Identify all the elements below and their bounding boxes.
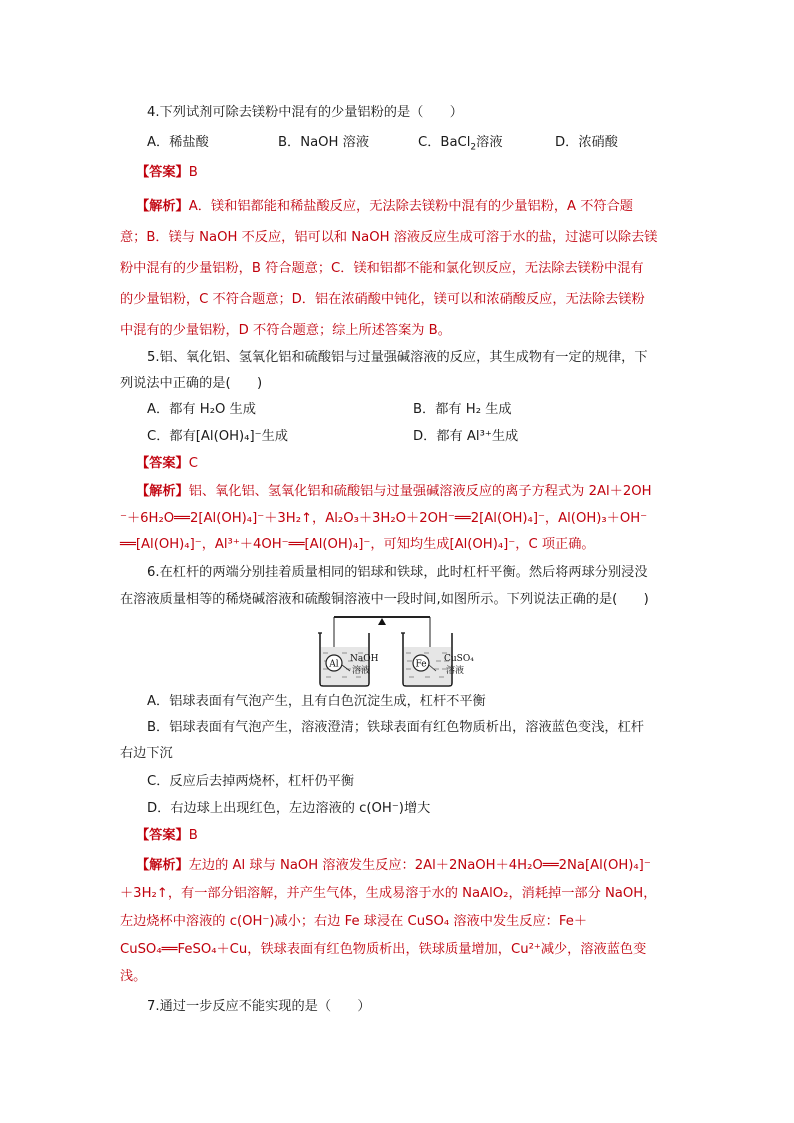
q4-option-d: D．浓硝酸 [555, 135, 618, 150]
q6-analysis-line: 浅。 [120, 969, 147, 984]
left-solution-label: 溶液 [352, 666, 371, 676]
left-ball-label: Al [329, 659, 339, 670]
q5-option-c: C．都有[Al(OH)₄]⁻生成 [147, 429, 288, 444]
q5-stem: 列说法中正确的是( ) [120, 376, 263, 391]
q5-stem: 5.铝、氧化铝、氢氧化铝和硫酸铝与过量强碱溶液的反应，其生成物有一定的规律，下 [147, 350, 648, 365]
q6-option-b: B．铝球表面有气泡产生，溶液澄清；铁球表面有红色物质析出，溶液蓝色变浅，杠杆 [147, 720, 644, 735]
q4-analysis-line: 【解析】A．镁和铝都能和稀盐酸反应，无法除去镁粉中混有的少量铝粉，A 不符合题 [136, 199, 633, 214]
q6-analysis-line: ＋3H₂↑，有一部分铝溶解，并产生气体，生成易溶于水的 NaAlO₂，消耗掉一部分 NaOH， [120, 886, 657, 901]
q4-option-c: C．BaCl$_2$溶液 [418, 135, 503, 153]
q6-answer: 【答案】B [136, 828, 198, 843]
q4-option-a: A．稀盐酸 [147, 135, 209, 150]
q7-stem: 7.通过一步反应不能实现的是（ ） [147, 999, 371, 1014]
answer-tag: 【答案】 [136, 828, 189, 843]
q4-analysis-line: 中混有的少量铝粉，D 不符合题意；综上所述答案为 B。 [120, 323, 451, 338]
q5-option-a: A．都有 H₂O 生成 [147, 402, 256, 417]
q5-analysis-line: ══[Al(OH)₄]⁻，Al³⁺＋4OH⁻══[Al(OH)₄]⁻，可知均生成[Al(OH)₄]⁻，C 项正确。 [120, 537, 595, 552]
fulcrum-icon [378, 618, 386, 625]
q6-analysis-line: 【解析】左边的 Al 球与 NaOH 溶液发生反应：2Al＋2NaOH＋4H₂O══2Na[Al(OH)₄]⁻ [136, 858, 651, 873]
answer-tag: 【答案】 [136, 165, 189, 180]
q6-option-a: A．铝球表面有气泡产生，且有白色沉淀生成，杠杆不平衡 [147, 694, 486, 709]
right-solution-label: CuSO₄ [444, 654, 474, 664]
q5-option-d: D．都有 Al³⁺生成 [413, 429, 519, 444]
q6-analysis-line: CuSO₄══FeSO₄＋Cu，铁球表面有红色物质析出，铁球质量增加，Cu²⁺减少，溶液蓝色变 [120, 942, 647, 957]
q6-option-d: D．右边球上出现红色，左边溶液的 c(OH⁻)增大 [147, 801, 431, 816]
analysis-tag: 【解析】 [136, 858, 189, 873]
q6-option-b-cont: 右边下沉 [120, 746, 173, 761]
q6-stem: 6.在杠杆的两端分别挂着质量相同的铝球和铁球，此时杠杆平衡。然后将两球分别浸没 [147, 565, 648, 580]
right-solution-label: 溶液 [446, 666, 465, 676]
q6-stem: 在溶液质量相等的稀烧碱溶液和硫酸铜溶液中一段时间,如图所示。下列说法正确的是( ) [120, 592, 649, 607]
q6-option-c: C．反应后去掉两烧杯，杠杆仍平衡 [147, 774, 355, 789]
q5-analysis-line: 【解析】铝、氧化铝、氢氧化铝和硫酸铝与过量强碱溶液反应的离子方程式为 2Al＋2OH [136, 484, 652, 499]
q4-analysis-line: 意；B．镁与 NaOH 不反应，铝可以和 NaOH 溶液反应生成可溶于水的盐，过滤可以除去镁 [120, 230, 658, 245]
q4-analysis-line: 粉中混有的少量铝粉，B 符合题意；C．镁和铝都不能和氯化钡反应，无法除去镁粉中混有 [120, 261, 644, 276]
analysis-tag: 【解析】 [136, 199, 189, 214]
answer-tag: 【答案】 [136, 456, 189, 471]
q4-stem: 4.下列试剂可除去镁粉中混有的少量铝粉的是（ ） [147, 105, 463, 120]
q5-analysis-line: ⁻＋6H₂O══2[Al(OH)₄]⁻＋3H₂↑，Al₂O₃＋3H₂O＋2OH⁻══2[Al(OH)₄]⁻，Al(OH)₃＋OH⁻ [120, 511, 648, 526]
q5-answer: 【答案】C [136, 456, 198, 471]
right-ball-label: Fe [415, 659, 427, 670]
analysis-tag: 【解析】 [136, 484, 189, 499]
lever-beaker-diagram [318, 615, 482, 687]
q4-analysis-line: 的少量铝粉，C 不符合题意；D．铝在浓硝酸中钝化，镁可以和浓硝酸反应，无法除去镁粉 [120, 292, 645, 307]
q6-analysis-line: 左边烧杯中溶液的 c(OH⁻)减小；右边 Fe 球浸在 CuSO₄ 溶液中发生反应：Fe＋ [120, 914, 587, 929]
q4-answer: 【答案】B [136, 165, 198, 180]
lever-bar [334, 616, 430, 618]
q5-option-b: B．都有 H₂ 生成 [413, 402, 512, 417]
left-solution-label: NaOH [350, 654, 379, 664]
q4-option-b: B．NaOH 溶液 [278, 135, 370, 150]
